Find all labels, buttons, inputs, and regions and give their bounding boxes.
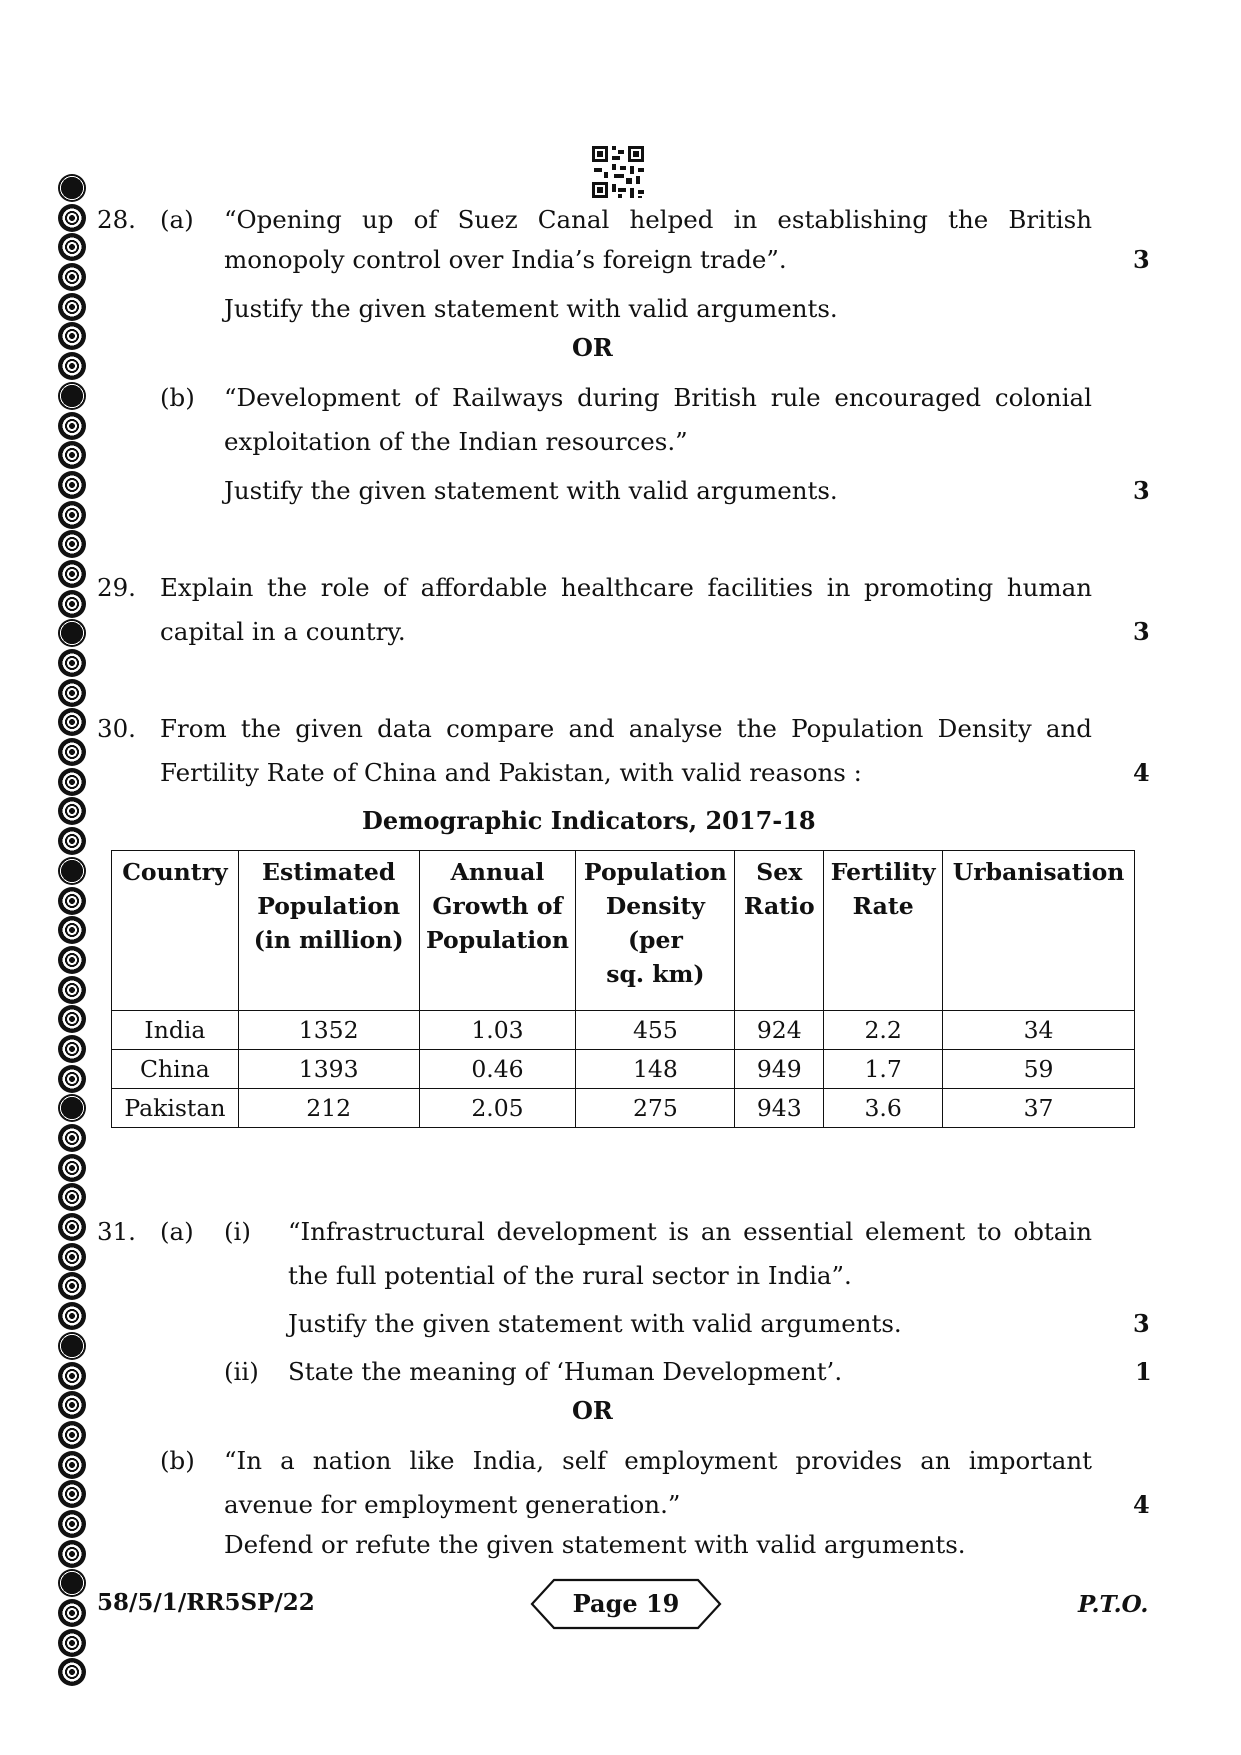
margin-ring-icon — [58, 1480, 86, 1508]
cell-urbanisation: 59 — [943, 1050, 1135, 1089]
margin-ring-icon — [58, 560, 86, 588]
margin-solid-dot-icon — [58, 619, 86, 647]
margin-solid-dot-icon — [58, 1569, 86, 1597]
margin-ring-icon — [58, 1421, 86, 1449]
q28-b-label: (b) — [160, 383, 195, 412]
margin-ring-icon — [58, 679, 86, 707]
q28-b-line2: exploitation of the Indian resources.” — [224, 427, 688, 456]
q29-line1: Explain the role of affordable healthcare facilities in promoting human — [160, 573, 1092, 602]
cell-sex-ratio: 949 — [735, 1050, 824, 1089]
q31-ii-line: State the meaning of ‘Human Development’. — [288, 1357, 843, 1386]
margin-ring-icon — [58, 1658, 86, 1686]
margin-ring-icon — [58, 1599, 86, 1627]
margin-ring-icon — [58, 1243, 86, 1271]
cell-population: 1393 — [238, 1050, 419, 1089]
q28-b-line1: “Development of Railways during British rule encouraged colonial — [224, 383, 1092, 412]
margin-ring-icon — [58, 322, 86, 350]
q31-i-line1: “Infrastructural development is an essential element to obtain — [288, 1217, 1092, 1246]
table-row — [112, 1011, 1135, 1050]
q28-b-instruction: Justify the given statement with valid arguments. — [224, 476, 838, 505]
margin-ring-icon — [58, 1213, 86, 1241]
header-fertility-rate: Fertility Rate — [824, 851, 943, 1011]
header-country: Country — [112, 851, 239, 1011]
margin-ring-icon — [58, 827, 86, 855]
margin-ring-icon — [58, 1302, 86, 1330]
margin-ring-icon — [58, 1124, 86, 1152]
q28-a-label: (a) — [160, 205, 194, 234]
margin-ring-icon — [58, 708, 86, 736]
demographic-table — [111, 850, 1135, 1128]
margin-solid-dot-icon — [58, 174, 86, 202]
margin-ring-icon — [58, 1272, 86, 1300]
q30-number: 30. — [97, 714, 136, 743]
margin-ring-icon — [58, 1005, 86, 1033]
margin-ring-icon — [58, 1154, 86, 1182]
page-label: Page 19 — [572, 1589, 680, 1618]
margin-ring-icon — [58, 738, 86, 766]
margin-ring-icon — [58, 976, 86, 1004]
margin-ring-icon — [58, 293, 86, 321]
margin-ring-icon — [58, 263, 86, 291]
margin-solid-dot-icon — [58, 857, 86, 885]
q29-line2: capital in a country. — [160, 617, 406, 646]
margin-ring-icon — [58, 501, 86, 529]
cell-growth: 1.03 — [419, 1011, 576, 1050]
margin-solid-dot-icon — [58, 1332, 86, 1360]
margin-ring-icon — [58, 1065, 86, 1093]
q28-or: OR — [572, 333, 613, 362]
q31-b-marks: 4 — [1133, 1490, 1150, 1519]
q31-i-line2: the full potential of the rural sector in India”. — [288, 1261, 852, 1290]
q31-b-instruction: Defend or refute the given statement with valid arguments. — [224, 1530, 966, 1559]
q31-i-label: (i) — [224, 1217, 251, 1246]
margin-ring-icon — [58, 1035, 86, 1063]
margin-ring-icon — [58, 916, 86, 944]
margin-ring-icon — [58, 352, 86, 380]
margin-solid-dot-icon — [58, 1094, 86, 1122]
table-header-row — [112, 851, 1135, 1011]
margin-ring-icon — [58, 1510, 86, 1538]
q31-a-label: (a) — [160, 1217, 194, 1246]
cell-fertility: 3.6 — [824, 1089, 943, 1128]
margin-ring-icon — [58, 471, 86, 499]
header-population-density: Population Density (per sq. km) — [576, 851, 735, 1011]
margin-ring-icon — [58, 1629, 86, 1657]
q30-line1: From the given data compare and analyse the Population Density and — [160, 714, 1092, 743]
q28-b-marks: 3 — [1133, 476, 1150, 505]
margin-ring-icon — [58, 1391, 86, 1419]
q28-number: 28. — [97, 205, 136, 234]
q31-b-label: (b) — [160, 1446, 195, 1475]
cell-urbanisation: 37 — [943, 1089, 1135, 1128]
margin-ring-icon — [58, 797, 86, 825]
cell-fertility: 1.7 — [824, 1050, 943, 1089]
cell-country: India — [112, 1011, 239, 1050]
margin-ring-icon — [58, 1540, 86, 1568]
q29-marks: 3 — [1133, 617, 1150, 646]
q31-ii-label: (ii) — [224, 1357, 259, 1386]
q28-a-marks: 3 — [1133, 245, 1150, 274]
margin-ring-icon — [58, 412, 86, 440]
q31-i-marks: 3 — [1133, 1309, 1150, 1338]
margin-ring-icon — [58, 590, 86, 618]
header-estimated-population: Estimated Population (in million) — [238, 851, 419, 1011]
margin-solid-dot-icon — [58, 382, 86, 410]
cell-growth: 0.46 — [419, 1050, 576, 1089]
cell-country: Pakistan — [112, 1089, 239, 1128]
cell-urbanisation: 34 — [943, 1011, 1135, 1050]
cell-country: China — [112, 1050, 239, 1089]
q30-marks: 4 — [1133, 758, 1150, 787]
margin-ring-icon — [58, 1451, 86, 1479]
cell-population: 212 — [238, 1089, 419, 1128]
cell-sex-ratio: 924 — [735, 1011, 824, 1050]
paper-code: 58/5/1/RR5SP/22 — [97, 1589, 315, 1616]
q28-a-instruction: Justify the given statement with valid arguments. — [224, 294, 838, 323]
margin-ring-icon — [58, 946, 86, 974]
q31-or: OR — [572, 1396, 613, 1425]
margin-ring-icon — [58, 441, 86, 469]
cell-density: 275 — [576, 1089, 735, 1128]
margin-ring-icon — [58, 1362, 86, 1390]
cell-growth: 2.05 — [419, 1089, 576, 1128]
margin-ring-icon — [58, 233, 86, 261]
cell-fertility: 2.2 — [824, 1011, 943, 1050]
q31-b-line2: avenue for employment generation.” — [224, 1490, 681, 1519]
table-row — [112, 1050, 1135, 1089]
q31-i-instruction: Justify the given statement with valid arguments. — [288, 1309, 902, 1338]
q31-number: 31. — [97, 1217, 136, 1246]
margin-ring-icon — [58, 204, 86, 232]
q31-ii-marks: 1 — [1135, 1357, 1152, 1386]
header-sex-ratio: Sex Ratio — [735, 851, 824, 1011]
cell-population: 1352 — [238, 1011, 419, 1050]
q31-b-line1: “In a nation like India, self employment provides an important — [224, 1446, 1092, 1475]
q30-line2: Fertility Rate of China and Pakistan, with valid reasons : — [160, 758, 862, 787]
margin-ring-icon — [58, 887, 86, 915]
margin-ring-icon — [58, 530, 86, 558]
margin-ring-strip — [52, 174, 92, 1688]
margin-ring-icon — [58, 768, 86, 796]
header-urbanisation: Urbanisation — [943, 851, 1135, 1011]
header-annual-growth: Annual Growth of Population — [419, 851, 576, 1011]
table-row — [112, 1089, 1135, 1128]
margin-ring-icon — [58, 1183, 86, 1211]
pto-label: P.T.O. — [1078, 1591, 1149, 1618]
q28-a-line1: “Opening up of Suez Canal helped in establishing the British — [224, 205, 1092, 234]
table-title: Demographic Indicators, 2017-18 — [362, 806, 816, 835]
cell-sex-ratio: 943 — [735, 1089, 824, 1128]
cell-density: 455 — [576, 1011, 735, 1050]
q29-number: 29. — [97, 573, 136, 602]
q28-a-line2: monopoly control over India’s foreign trade”. — [224, 245, 787, 274]
cell-density: 148 — [576, 1050, 735, 1089]
margin-ring-icon — [58, 649, 86, 677]
qr-code — [590, 144, 646, 200]
